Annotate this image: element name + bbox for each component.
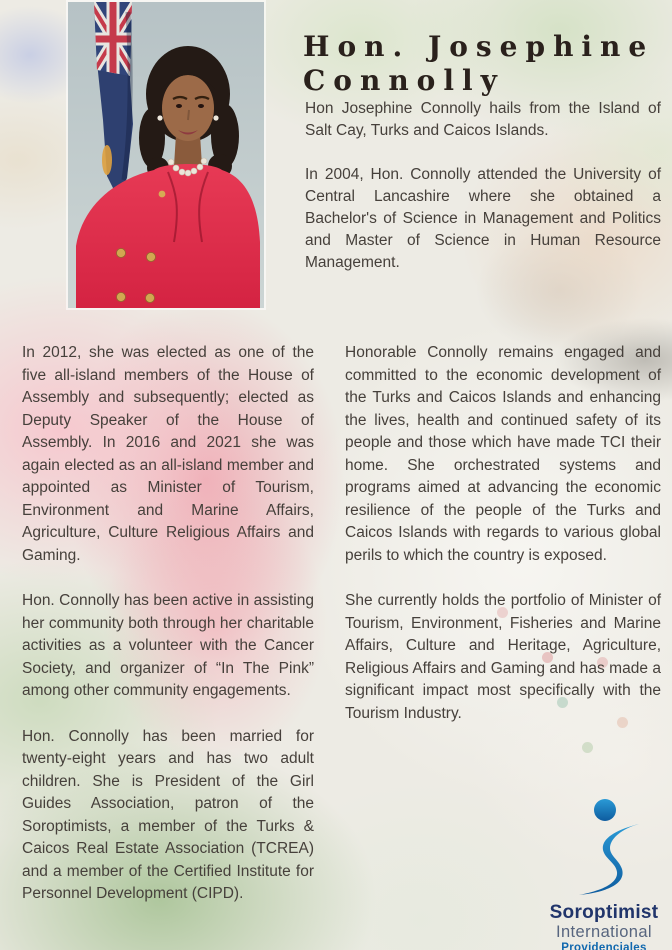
logo-organization: Soroptimist	[549, 902, 659, 923]
background-bead-accents	[0, 0, 5, 5]
title-line-1: Hon. Josephine	[303, 30, 655, 63]
bio-paragraph: In 2012, she was elected as one of the five all-island members of the House of Assembly and subsequently; elected as Deputy Speaker of the House of Assembly. In 2016 and 2021 she was again elected as an all-island member and appointed as Minister of Tourism, Environment and Marine Affairs, Agriculture, Culture Religious Affairs and Gaming.	[22, 344, 314, 564]
intro-paragraph: In 2004, Hon. Connolly attended the University of Central Lancashire where she obtained a Bachelor's of Science in Management and Politics and Master of Science in Human Resource Management.	[305, 166, 661, 271]
portrait-illustration	[68, 2, 264, 308]
logo-level: International	[555, 923, 652, 941]
bio-paragraph: Hon. Connolly has been married for twenty-eight years and has two adult children. She is President of the Girl Guides Association, patron of the Soroptimists, a member of the Turks & Caicos Real Estate Association (TCREA) and a member of the Certified Institute for Personnel Development (CIPD).	[22, 727, 314, 902]
title-line-2: Connolly	[303, 64, 505, 97]
portrait-photo	[68, 2, 264, 308]
bio-paragraph: She currently holds the portfolio of Minister of Tourism, Environment, Fisheries and Marine Affairs, Culture and Heritage, Agriculture, Religious Affairs and Gaming and has made a significant impact most specifically with the Tourism Industry.	[345, 592, 661, 722]
page-title	[303, 30, 663, 98]
bio-column-right	[345, 342, 661, 748]
bio-column-left	[22, 342, 314, 929]
intro-paragraph: Hon Josephine Connolly hails from the Island of Salt Cay, Turks and Caicos Islands.	[305, 100, 661, 139]
bio-paragraph: Honorable Connolly remains engaged and committed to the economic development of the Turks and Caicos Islands and enhancing the lives, health and continued safety of its people and those which have made TCI their home. She orchestrated systems and programs aimed at advancing the economic resilience of the people of the Turks and Caicos Islands with regards to various global perils to which the country is exposed.	[345, 344, 661, 564]
soroptimist-swoosh-icon	[559, 788, 649, 900]
logo-chapter: Providenciales	[561, 942, 647, 950]
soroptimist-logo	[537, 788, 671, 950]
bio-paragraph: Hon. Connolly has been active in assisting her community both through her charitable activities as a volunteer with the Cancer Society, and organizer of “In The Pink” among other community engagements.	[22, 592, 314, 699]
intro-section	[305, 98, 661, 296]
